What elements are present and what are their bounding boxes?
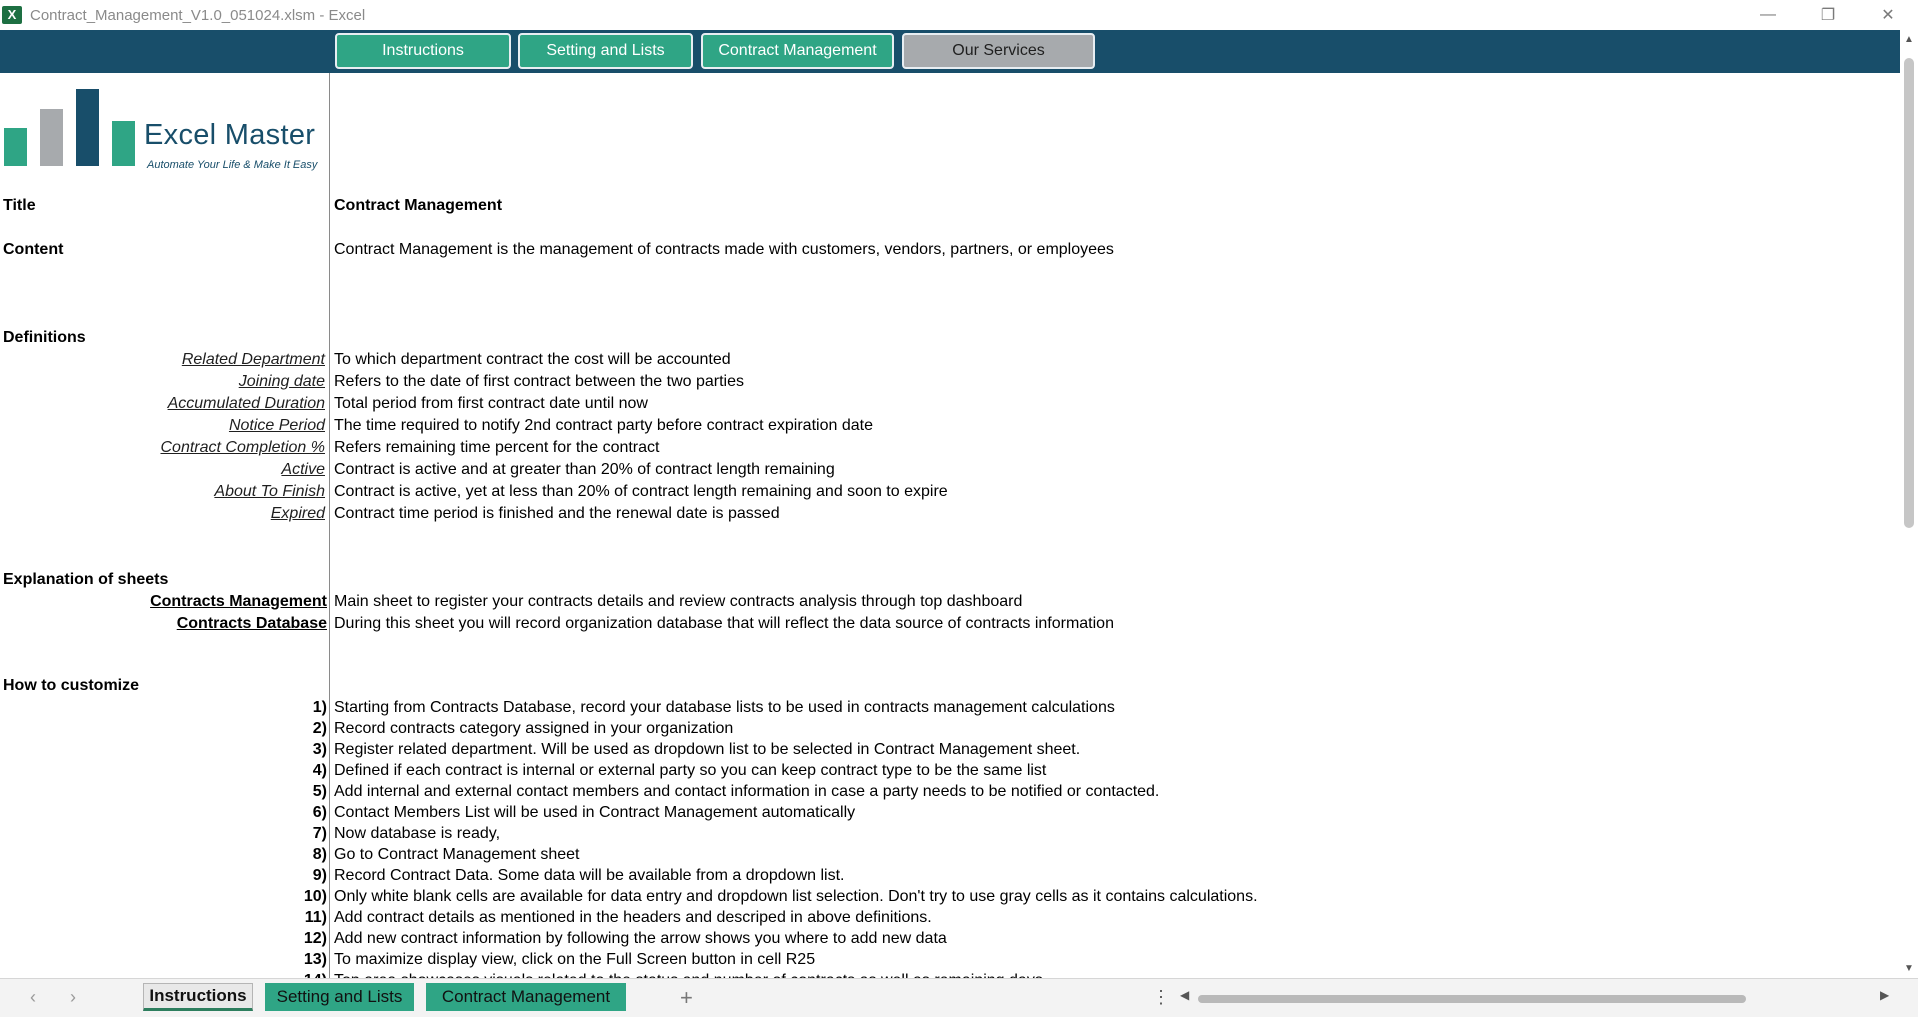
more-options-icon[interactable]: ⋮: [1152, 987, 1170, 1007]
sheet-link-contracts-management[interactable]: Contracts Management: [150, 593, 327, 610]
title-label: Title: [3, 197, 36, 214]
step-number: 10): [303, 888, 327, 905]
step-text: Contact Members List will be used in Contract Management automatically: [334, 804, 856, 821]
window-title: Contract_Management_V1.0_051024.xlsm - Excel: [30, 6, 366, 24]
content-value: Contract Management is the management of contracts made with customers, vendors, partners, or employees: [334, 241, 1114, 258]
definition-text: Contract is active and at greater than 20% of contract length remaining: [334, 461, 835, 478]
step-number: 1): [312, 699, 327, 716]
definition-text: The time required to notify 2nd contract party before contract expiration date: [334, 417, 873, 434]
contract-management-button[interactable]: Contract Management: [701, 33, 894, 69]
logo-name: Excel Master: [144, 119, 316, 151]
step-number: 6): [312, 804, 327, 821]
step-number: 11): [304, 909, 327, 926]
instructions-button[interactable]: Instructions: [335, 33, 511, 69]
step-text: Starting from Contracts Database, record your database lists to be used in contracts management calculations: [334, 699, 1115, 716]
excel-master-logo: [4, 87, 334, 171]
horizontal-scroll-thumb[interactable]: [1198, 995, 1746, 1003]
navigation-band: [0, 30, 1900, 73]
sheet-link-contracts-database[interactable]: Contracts Database: [176, 615, 327, 632]
bar-chart-logo-icon: [4, 87, 144, 167]
definition-term: Accumulated Duration: [167, 395, 325, 412]
definition-text: Refers remaining time percent for the contract: [334, 439, 660, 456]
definition-term: About To Finish: [214, 483, 325, 500]
title-value: Contract Management: [334, 197, 503, 214]
step-text: Only white blank cells are available for data entry and dropdown list selection. Don't try to use gray cells as it contains calculations.: [334, 888, 1258, 905]
sheets-heading: Explanation of sheets: [3, 571, 169, 588]
scroll-right-icon[interactable]: ▶: [1880, 988, 1890, 1002]
step-number: 8): [312, 846, 327, 863]
definitions-heading: Definitions: [3, 329, 86, 346]
setting-and-lists-button[interactable]: Setting and Lists: [518, 33, 693, 69]
content-label: Content: [3, 241, 64, 258]
restore-icon[interactable]: ❐: [1820, 7, 1836, 24]
vertical-scroll-thumb[interactable]: [1904, 58, 1914, 528]
step-number: 2): [312, 720, 327, 737]
definition-term: Joining date: [238, 373, 325, 390]
definition-term: Notice Period: [228, 417, 325, 434]
step-text: Defined if each contract is internal or external party so you can keep contract type to be the same list: [334, 762, 1047, 779]
definition-text: Contract is active, yet at less than 20% of contract length remaining and soon to expire: [334, 483, 948, 500]
step-number: 13): [303, 951, 327, 968]
add-sheet-icon[interactable]: +: [680, 985, 693, 1010]
vertical-scrollbar[interactable]: [1900, 30, 1918, 978]
definition-term: Contract Completion %: [160, 439, 325, 456]
minimize-icon[interactable]: —: [1760, 6, 1776, 23]
step-number: 3): [312, 741, 327, 758]
step-number: 9): [312, 867, 327, 884]
definition-term: Active: [281, 461, 325, 478]
title-bar: [0, 0, 1918, 30]
step-number: 7): [312, 825, 327, 842]
step-text: Register related department. Will be used as dropdown list to be selected in Contract Management sheet.: [334, 741, 1081, 758]
definition-text: Refers to the date of first contract between the two parties: [334, 373, 744, 390]
sheet-tab-instructions[interactable]: Instructions: [143, 983, 253, 1011]
step-text: Add contract details as mentioned in the headers and descriped in above definitions.: [334, 909, 932, 926]
step-text: Add new contract information by following the arrow shows you where to add new data: [334, 930, 947, 947]
previous-sheet-icon[interactable]: ‹: [30, 987, 36, 1007]
definition-text: To which department contract the cost will be accounted: [334, 351, 731, 368]
definition-text: Contract time period is finished and the renewal date is passed: [334, 505, 780, 522]
step-number: 5): [312, 783, 327, 800]
definition-term: Related Department: [181, 351, 325, 368]
sheet-description: Main sheet to register your contracts details and review contracts analysis through top dashboard: [334, 593, 1023, 610]
column-divider: [329, 73, 330, 978]
worksheet-area: [0, 73, 1900, 978]
step-text: Add internal and external contact members and contact information in case a party needs to be notified or contacted.: [334, 783, 1160, 800]
step-text: Now database is ready,: [334, 825, 501, 842]
sheet-tab-bar: [0, 978, 1918, 1017]
sheet-tab-setting-and-lists[interactable]: Setting and Lists: [265, 983, 414, 1011]
step-number: 4): [312, 762, 327, 779]
step-text: Go to Contract Management sheet: [334, 846, 580, 863]
next-sheet-icon[interactable]: ›: [70, 987, 76, 1007]
our-services-button[interactable]: Our Services: [902, 33, 1095, 69]
sheet-tab-contract-management[interactable]: Contract Management: [426, 983, 626, 1011]
step-text: Record Contract Data. Some data will be available from a dropdown list.: [334, 867, 845, 884]
close-icon[interactable]: ✕: [1881, 7, 1895, 24]
scroll-up-icon[interactable]: ▲: [1904, 34, 1914, 45]
step-text: To maximize display view, click on the Full Screen button in cell R25: [334, 951, 816, 968]
scroll-down-icon[interactable]: ▼: [1904, 963, 1914, 974]
scroll-left-icon[interactable]: ◀: [1180, 988, 1190, 1002]
step-text: Record contracts category assigned in your organization: [334, 720, 734, 737]
sheet-description: During this sheet you will record organization database that will reflect the data source of contracts information: [334, 615, 1114, 632]
definition-text: Total period from first contract date until now: [334, 395, 648, 412]
customize-heading: How to customize: [3, 677, 140, 694]
step-number: 12): [303, 930, 327, 947]
definition-term: Expired: [270, 505, 325, 522]
logo-tagline: Automate Your Life & Make It Easy: [147, 159, 318, 171]
excel-app-icon: X: [2, 6, 22, 24]
